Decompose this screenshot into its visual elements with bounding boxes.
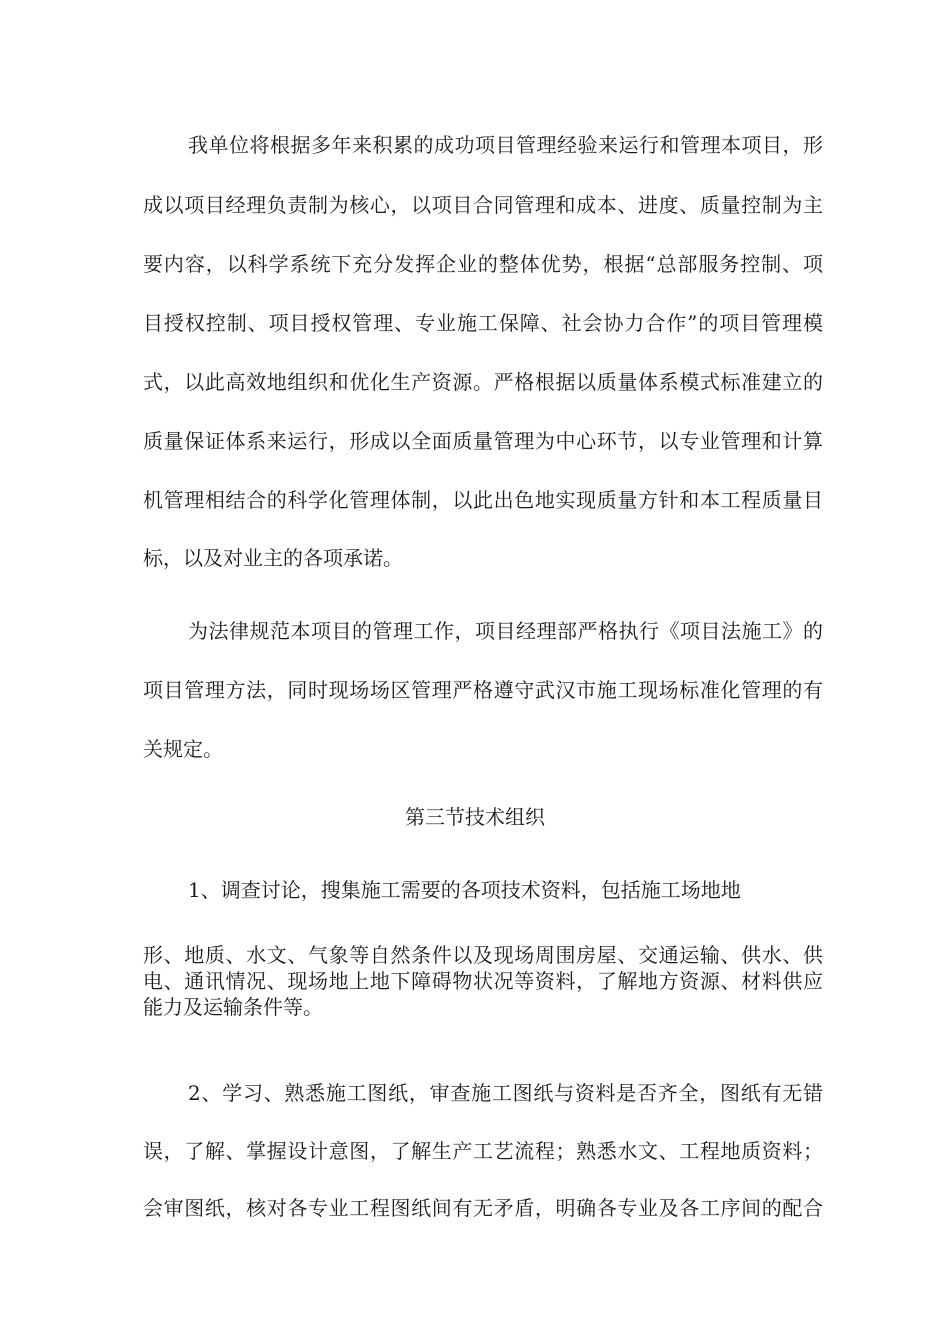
text-line: 2、学习、熟悉施工图纸，审查施工图纸与资料是否齐全，图纸有无错 <box>188 1081 823 1105</box>
text-line: 形、地质、水文、气象等自然条件以及现场周围房屋、交通运输、供水、供 <box>143 943 823 967</box>
text-line: 目授权控制、项目授权管理、专业施工保障、社会协力合作”的项目管理模 <box>143 311 823 335</box>
text-line: 式，以此高效地组织和优化生产资源。严格根据以质量体系模式标准建立的 <box>143 370 823 394</box>
text-line: 项目管理方法，同时现场场区管理严格遵守武汉市施工现场标准化管理的有 <box>143 678 823 702</box>
text-line: 为法律规范本项目的管理工作，项目经理部严格执行《项目法施工》的 <box>188 619 823 643</box>
text-line: 能力及运输条件等。 <box>143 995 323 1019</box>
text-line: 机管理相结合的科学化管理体制，以此出色地实现质量方针和本工程质量目 <box>143 488 823 512</box>
text-line: 质量保证体系来运行，形成以全面质量管理为中心环节，以专业管理和计算 <box>143 429 823 453</box>
section-heading: 第三节技术组织 <box>405 805 545 829</box>
text-line: 会审图纸，核对各专业工程图纸间有无矛盾，明确各专业及各工序间的配合 <box>143 1196 823 1220</box>
text-line: 成以项目经理负责制为核心，以项目合同管理和成本、进度、质量控制为主 <box>143 193 823 217</box>
text-line: 1、调查讨论，搜集施工需要的各项技术资料，包括施工场地地 <box>188 878 741 902</box>
text-line: 要内容，以科学系统下充分发挥企业的整体优势，根据“总部服务控制、项 <box>143 252 823 276</box>
text-line: 关规定。 <box>143 737 223 761</box>
text-line: 我单位将根据多年来积累的成功项目管理经验来运行和管理本项目，形 <box>188 133 823 157</box>
text-line: 电、通讯情况、现场地上地下障碍物状况等资料，了解地方资源、材料供应 <box>143 969 823 993</box>
text-line: 标，以及对业主的各项承诺。 <box>143 546 403 570</box>
text-line: 误，了解、掌握设计意图，了解生产工艺流程；熟悉水文、工程地质资料； <box>143 1139 823 1163</box>
